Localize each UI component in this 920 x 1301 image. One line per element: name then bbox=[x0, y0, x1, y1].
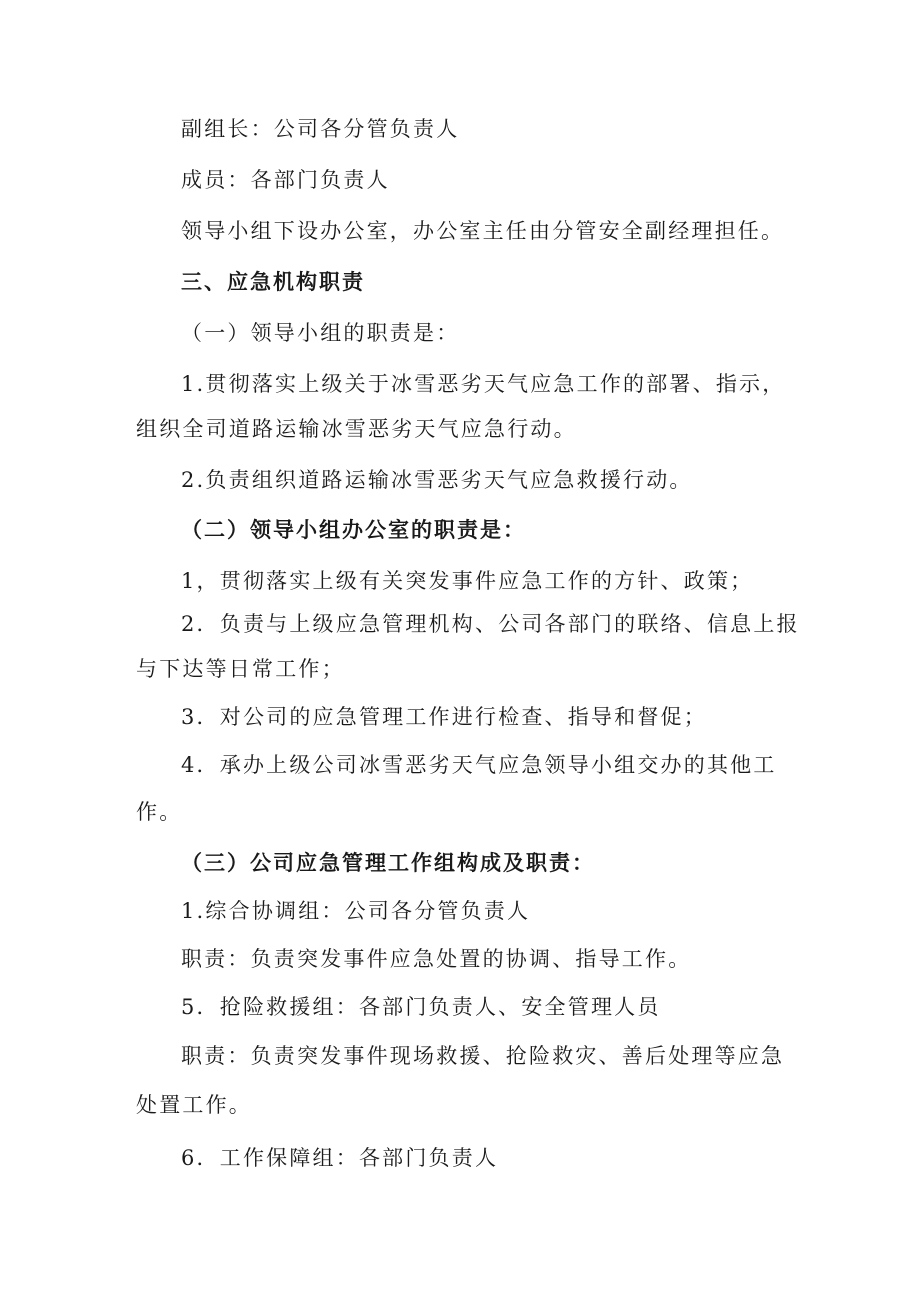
office-duty-3: 3．对公司的应急管理工作进行检查、指导和督促； bbox=[181, 705, 707, 729]
group-rescue: 5．抢险救援组：各部门负责人、安全管理人员 bbox=[181, 995, 661, 1019]
group-support: 6．工作保障组：各部门负责人 bbox=[181, 1146, 499, 1170]
office-duty-2-line-2: 与下达等日常工作； bbox=[136, 657, 345, 681]
list-item-1-line-1: 1.贯彻落实上级关于冰雪恶劣天气应急工作的部署、指示， bbox=[181, 372, 786, 396]
text-line-office-setup: 领导小组下设办公室，办公室主任由分管安全副经理担任。 bbox=[181, 219, 785, 243]
list-item-2: 2.负责组织道路运输冰雪恶劣天气应急救援行动。 bbox=[181, 468, 693, 492]
list-item-1-line-2: 组织全司道路运输冰雪恶劣天气应急行动。 bbox=[136, 417, 577, 441]
text-line-vice-leader: 副组长：公司各分管负责人 bbox=[181, 117, 460, 141]
group-coordination: 1.综合协调组：公司各分管负责人 bbox=[181, 899, 531, 923]
section-heading-3: 三、应急机构职责 bbox=[181, 270, 365, 294]
group-rescue-duty-line-1: 职责：负责突发事件现场救援、抢险救灾、善后处理等应急 bbox=[181, 1044, 785, 1068]
office-duty-4-line-2: 作。 bbox=[136, 800, 183, 824]
group-coordination-duty: 职责：负责突发事件应急处置的协调、指导工作。 bbox=[181, 947, 692, 971]
group-rescue-duty-line-2: 处置工作。 bbox=[136, 1093, 252, 1117]
office-duty-2-line-1: 2．负责与上级应急管理机构、公司各部门的联络、信息上报 bbox=[181, 612, 800, 636]
office-duty-1: 1，贯彻落实上级有关突发事件应急工作的方针、政策； bbox=[181, 569, 754, 593]
subsection-heading-3: （三）公司应急管理工作组构成及职责： bbox=[181, 851, 595, 875]
subsection-heading-1: （一）领导小组的职责是： bbox=[181, 321, 460, 345]
text-line-members: 成员：各部门负责人 bbox=[181, 168, 390, 192]
subsection-heading-2: （二）领导小组办公室的职责是： bbox=[181, 518, 526, 542]
office-duty-4-line-1: 4．承办上级公司冰雪恶劣天气应急领导小组交办的其他工 bbox=[181, 753, 777, 777]
